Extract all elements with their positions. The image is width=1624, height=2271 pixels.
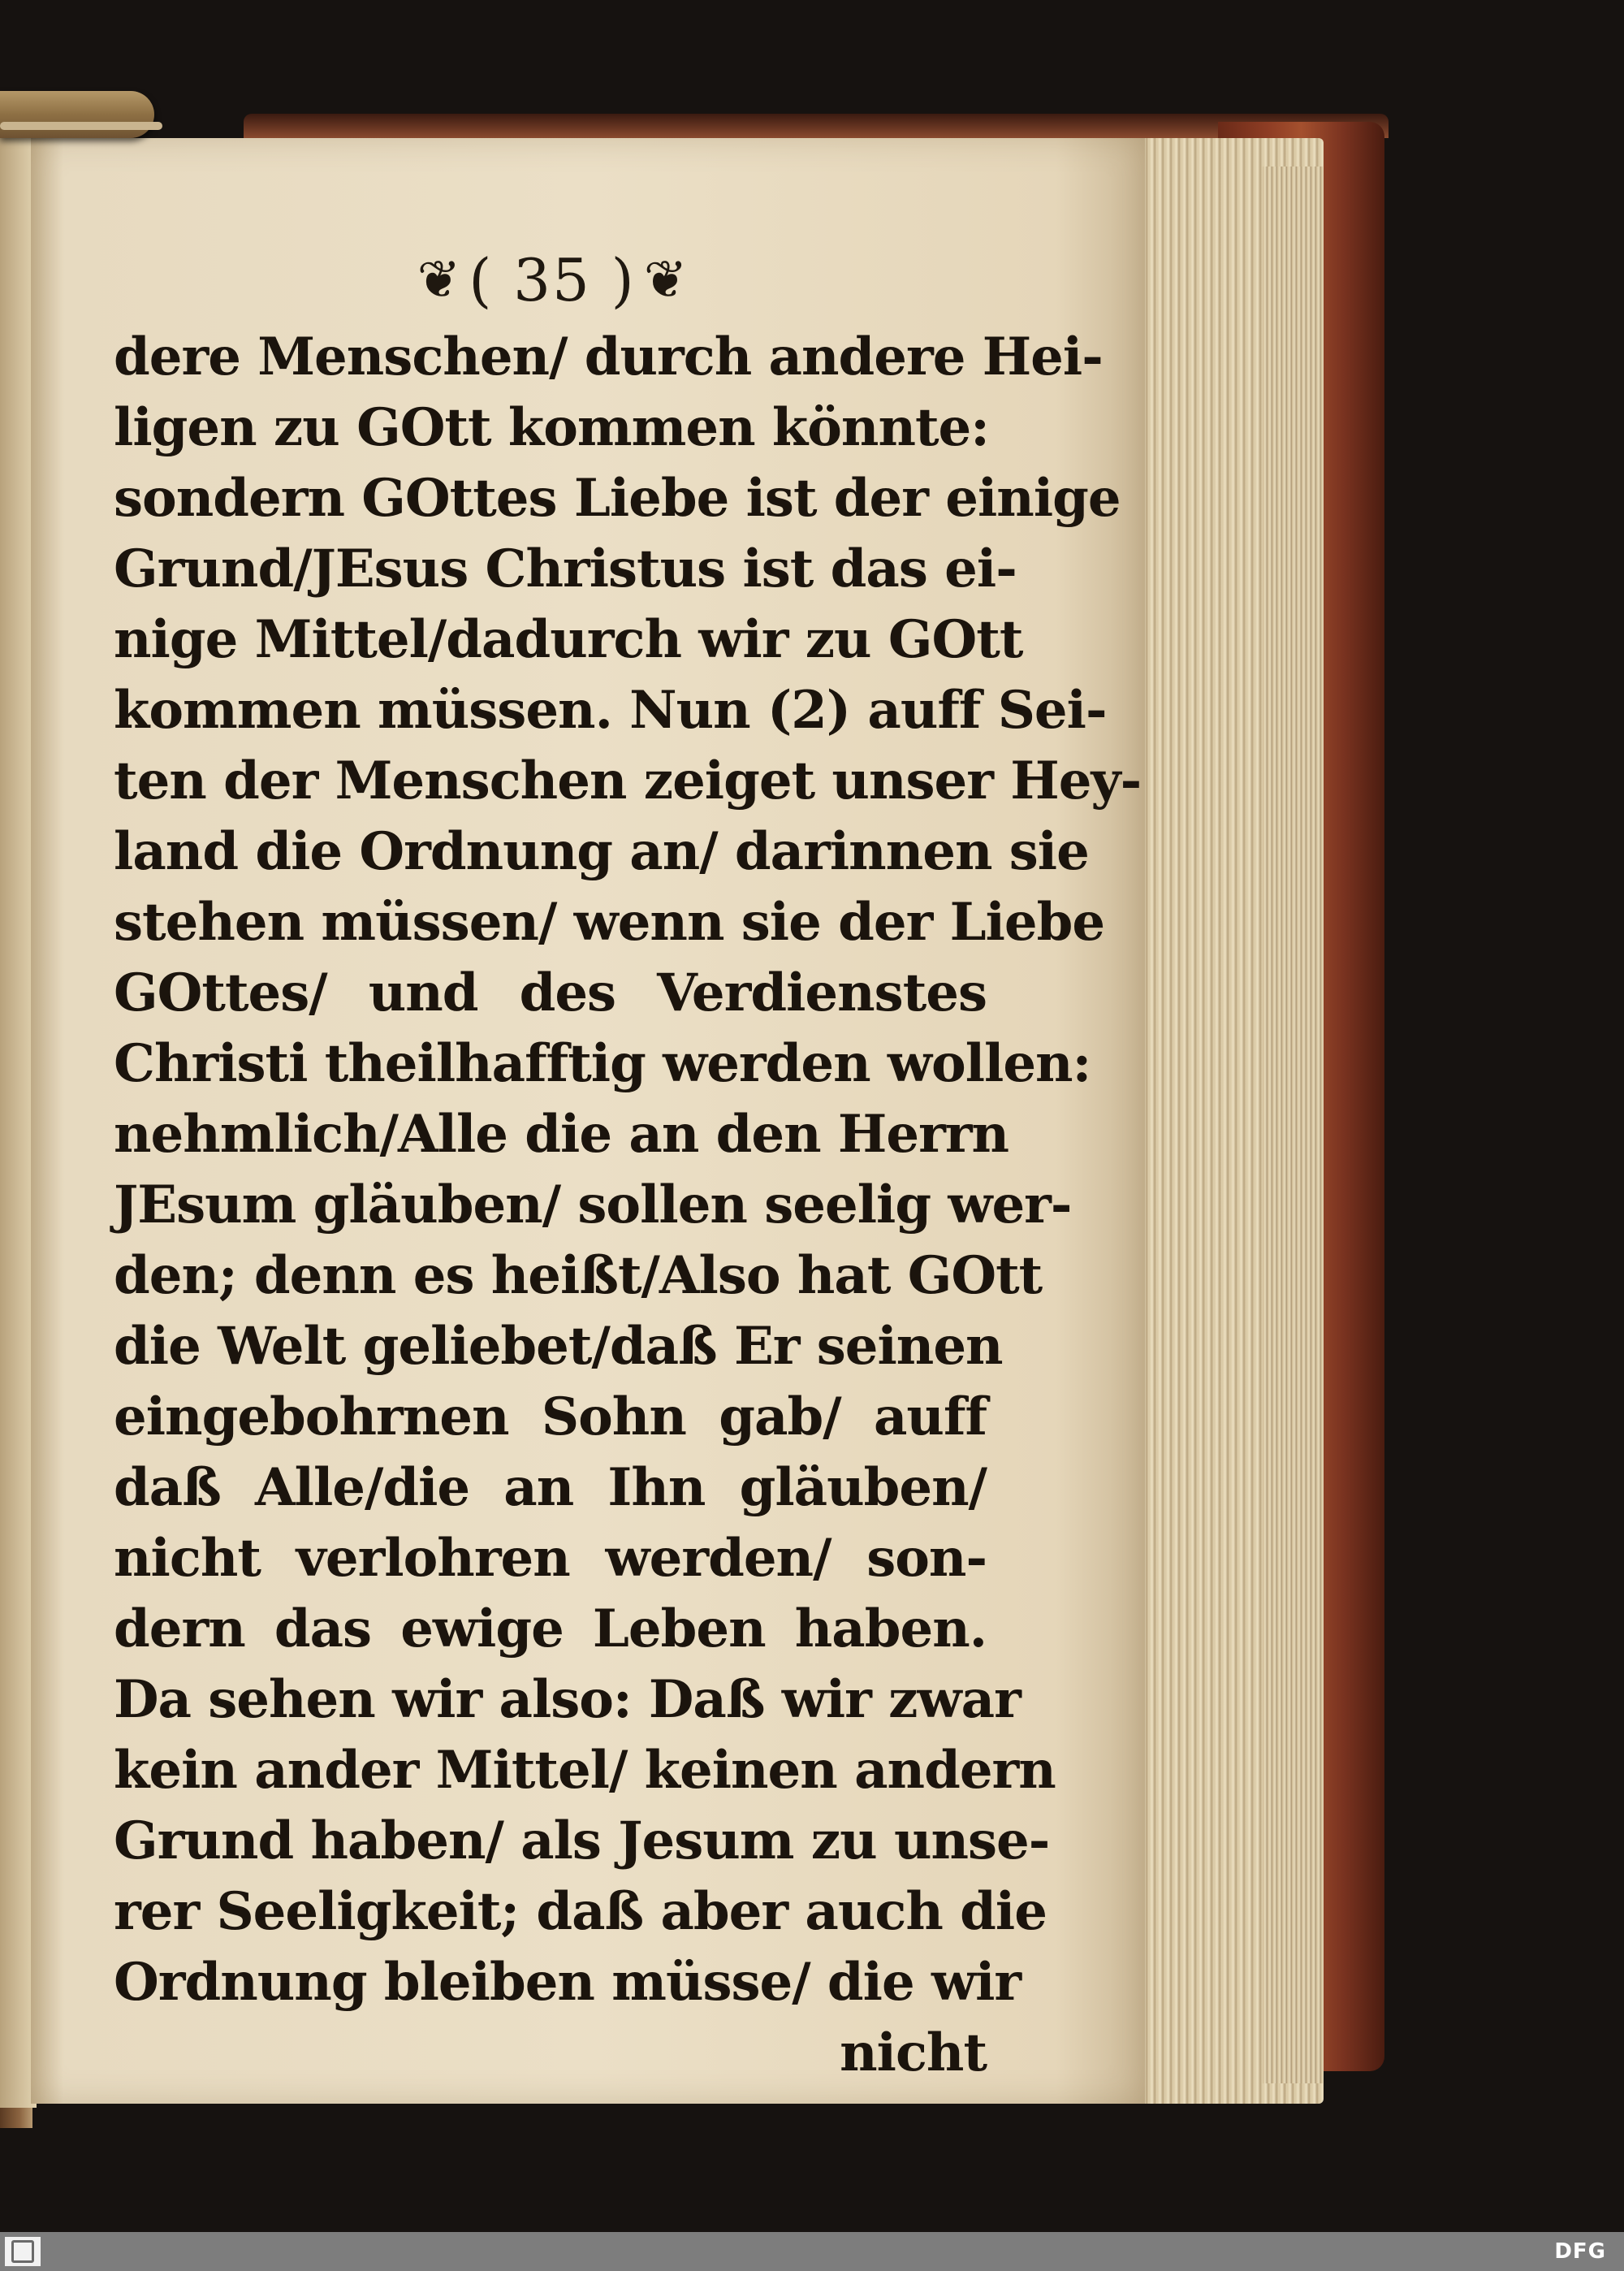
text-line: land die Ordnung an/ darinnen sie (114, 821, 1089, 882)
text-line: nehmlich/Alle die an den Herrn (114, 1104, 1009, 1165)
clasp-cord (0, 122, 162, 130)
text-line: Grund/JEsus Christus ist das ei- (114, 539, 1017, 599)
text-line: ten der Menschen zeiget unser Hey- (114, 751, 1142, 811)
text-line: kein ander Mittel/ keinen andern (114, 1740, 1056, 1801)
text-line: dern das ewige Leben haben. (114, 1598, 987, 1659)
text-line: eingebohrnen Sohn gab/ auff (114, 1386, 987, 1447)
text-line: stehen müssen/ wenn sie der Liebe (114, 892, 1105, 953)
catchword: nicht (840, 2022, 987, 2083)
clasp-strap (0, 91, 154, 138)
text-line: Christi theilhafftig werden wollen: (114, 1033, 1091, 1094)
text-line: kommen müssen. Nun (2) auff Sei- (114, 680, 1107, 741)
text-line: Da sehen wir also: Daß wir zwar (114, 1669, 1021, 1730)
text-line: die Welt geliebet/daß Er seinen (114, 1316, 1003, 1377)
text-line: sondern GOttes Liebe ist der einige (114, 468, 1121, 529)
text-line: den; denn es heißt/Also hat GOtt (114, 1245, 1043, 1306)
text-line: daß Alle/die an Ihn gläuben/ (114, 1457, 987, 1518)
page-number: ( 35 ) (469, 246, 636, 314)
text-line: Grund haben/ als Jesum zu unse- (114, 1810, 1050, 1871)
text-line: dere Menschen/ durch andere Hei- (114, 327, 1103, 387)
ornament-right-icon: ❦ (643, 250, 688, 310)
ornament-left-icon: ❦ (417, 250, 461, 310)
page-text (114, 322, 1142, 2088)
book-cover-top-edge (244, 114, 1389, 138)
library-logo-icon[interactable] (5, 2237, 41, 2266)
text-line: Ordnung bleiben müsse/ die wir (114, 1952, 1021, 2013)
dfg-logo[interactable]: DFG (1554, 2239, 1606, 2264)
text-line: JEsum gläuben/ sollen seelig wer- (114, 1174, 1072, 1235)
text-line: nige Mittel/dadurch wir zu GOtt (114, 609, 1023, 670)
text-line: rer Seeligkeit; daß aber auch die (114, 1881, 1047, 1942)
text-line: GOttes/ und des Verdienstes (114, 962, 987, 1023)
page-header (365, 244, 739, 317)
viewer-footer-bar (0, 2232, 1624, 2271)
text-line: ligen zu GOtt kommen könnte: (114, 397, 989, 458)
page-block-edges-inner (1263, 167, 1324, 2083)
text-line: nicht verlohren werden/ son- (114, 1528, 987, 1589)
